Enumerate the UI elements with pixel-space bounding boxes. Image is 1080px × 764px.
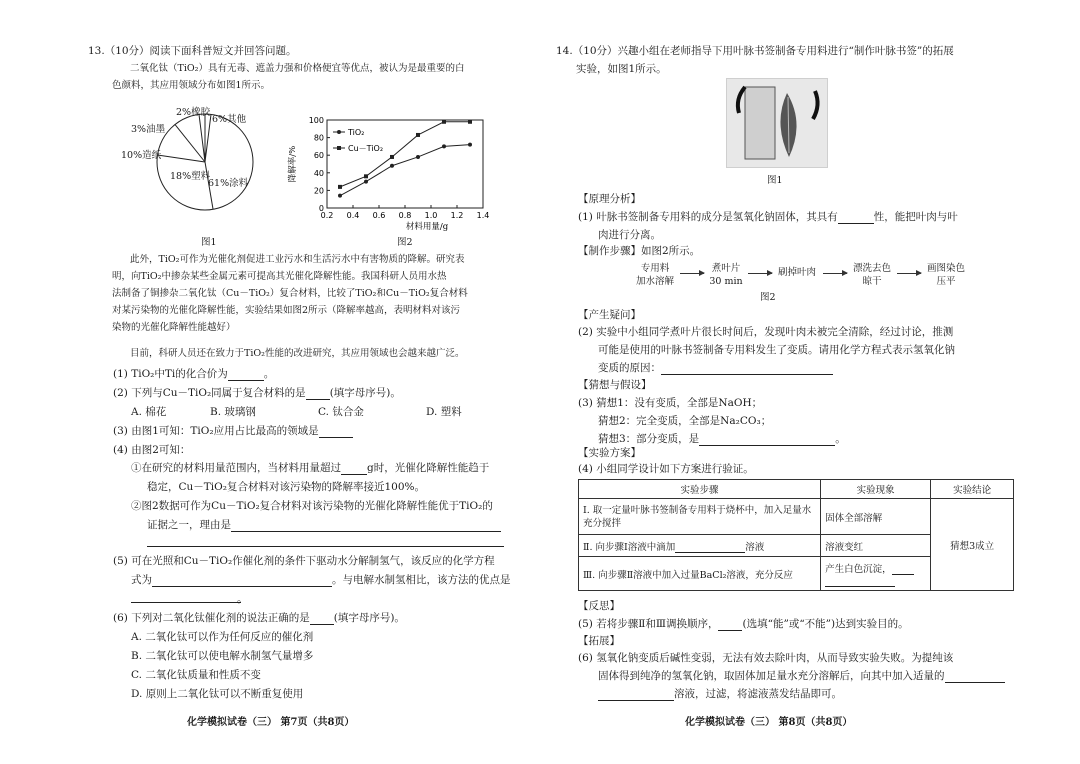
principle-heading: 【原理分析】 (578, 193, 641, 205)
y-tick-label: 20 (313, 186, 324, 196)
q13-para2a: 此外，TiO₂可作为光催化剂促进工业污水和生活污水中有害物质的降解。研究表 (130, 254, 465, 265)
q14-3-blank[interactable] (699, 434, 835, 446)
q14-2a: (2) 实验中小组同学煮叶片很长时间后，发现叶肉未被完全清除，经过讨论，推测 (578, 326, 954, 338)
q13-para2e: 染物的光催化降解性能越好） (112, 322, 236, 333)
plan-heading: 【实验方案】 (578, 447, 641, 459)
figure1-caption: 图1 (201, 237, 217, 248)
y-tick-label: 40 (313, 168, 324, 178)
pie-label-paint: 61%涂料 (208, 178, 249, 189)
q13-6-blank[interactable] (310, 613, 334, 625)
q13-4-2-blank-line2[interactable] (147, 546, 504, 547)
q13-5b: 式为 。与电解水制氢相比，该方法的优点是 (131, 574, 511, 586)
line-chart-figure2 (285, 112, 495, 234)
q13-6-option-c: C. 二氧化钛质量和性质不变 (131, 669, 261, 681)
q13-para2c: 法制备了铜掺杂二氧化钛（Cu－TiO₂）复合材料，比较了TiO₂和Cu－TiO₂复合材料 (112, 288, 468, 299)
q13-para1b: 色颜料，其应用领域分布如图1所示。 (112, 80, 271, 91)
q14-1a: (1) 叶脉书签制备专用料的成分是氢氧化钠固体，其具有 性，能把叶肉与叶 (578, 211, 958, 223)
q13-4-1a: ①在研究的材料用量范围内，当材料用量超过 g时，光催化降解性能趋于 (131, 462, 490, 474)
q13-para3: 目前，科研人员还在致力于TiO₂性能的改进研究，其应用领域也会越来越广泛。 (130, 348, 465, 359)
q13-6: (6) 下列对二氧化钛催化剂的说法正确的是 (填字母序号)。 (113, 612, 405, 624)
data-point (390, 164, 394, 168)
x-tick-label: 0.4 (346, 211, 360, 220)
table-row (579, 499, 1014, 535)
y-tick-label: 60 (313, 151, 324, 161)
flow-step-5-text: 画图染色 压平 (926, 263, 965, 287)
q14-heading-a: 14.（10分）兴趣小组在老师指导下用叶脉书签制备专用料进行“制作叶脉书签”的拓展 (556, 45, 954, 57)
q13-2-blank[interactable] (306, 388, 330, 400)
x-tick-label: 1.2 (450, 211, 464, 220)
q13-4-1-blank[interactable] (341, 463, 367, 475)
q14-6-blank-b[interactable] (598, 689, 674, 701)
q13-3: (3) 由图1可知：TiO₂应用占比最高的领域是 (113, 424, 353, 438)
left-footer: 化学模拟试卷（三） 第7页（共8页） (187, 717, 355, 728)
y-tick-label: 80 (313, 133, 324, 143)
pie-label-plastic: 18%塑料 (170, 171, 211, 182)
figure2-caption-right: 图2 (760, 292, 776, 303)
data-point (442, 120, 446, 124)
flow-step-3-text: 刷掉叶肉 (777, 267, 816, 278)
q13-6-option-a: A. 二氧化钛可以作为任何反应的催化剂 (131, 631, 314, 643)
q14-1-blank[interactable] (838, 212, 874, 224)
legend-marker (337, 130, 341, 134)
data-point (364, 174, 368, 178)
x-axis-label: 材料用量/g (405, 222, 449, 232)
question-heading: 【产生疑问】 (578, 309, 641, 321)
flow-arrow-2 (748, 273, 772, 274)
data-point (338, 194, 342, 198)
flow-step-2-text: 煮叶片 30 min (709, 263, 743, 287)
data-point (416, 133, 420, 137)
q14-6c: 溶液，过滤，将滤液蒸发结晶即可。 (598, 687, 842, 701)
flow-arrow-3 (823, 273, 847, 274)
q13-2: (2) 下列与Cu－TiO₂同属于复合材料的是 (填字母序号)。 (113, 387, 401, 399)
q13-2-option-c: C. 钛合金 (318, 406, 364, 418)
data-point (468, 120, 472, 124)
flow-step-1 (632, 262, 678, 288)
bookmark-illustration (727, 79, 827, 167)
q13-3-blank[interactable] (319, 426, 353, 438)
q14-2b: 可能是使用的叶脉书签制备专用料发生了变质。请用化学方程式表示氢氧化钠 (598, 344, 955, 356)
q14-2-blank[interactable] (661, 363, 833, 375)
pie-label-ink: 3%油墨 (131, 124, 166, 135)
q14-5-blank[interactable] (718, 619, 742, 631)
hypothesis-1: (3) 猜想1：没有变质，全部是NaOH； (578, 397, 763, 409)
y-axis-label: 降解率/% (288, 145, 298, 183)
q13-4-2a: ②图2数据可作为Cu－TiO₂复合材料对该污染物的光催化降解性能优于TiO₂的 (131, 500, 493, 512)
flow-step-4 (849, 262, 895, 288)
flow-step-1-text: 专用料 加水溶解 (635, 263, 674, 287)
q13-4-2b: 证据之一，理由是 (147, 518, 501, 532)
q14-1c: 肉进行分离。 (598, 229, 661, 241)
q13-heading: 13.（10分）阅读下面科普短文并回答问题。 (88, 45, 297, 57)
data-point (442, 144, 446, 148)
x-tick-label: 0.2 (320, 211, 334, 220)
y-tick-label: 0 (318, 204, 324, 213)
q13-5a: (5) 可在光照和Cu－TiO₂作催化剂的条件下驱动水分解制氢气，该反应的化学方程 (113, 555, 495, 567)
hypothesis-2: 猜想2：完全变质，全部是Na₂CO₃； (598, 415, 772, 427)
data-point (468, 143, 472, 147)
bookmark-photo (726, 78, 828, 168)
q14-5: (5) 若将步骤Ⅱ和Ⅲ调换顺序， (选填“能”或“不能”)达到实验目的。 (578, 618, 909, 630)
step-3-phenomenon: 产生白色沉淀， (821, 557, 931, 591)
flow-arrow-4 (897, 273, 921, 274)
step-2-cell: Ⅱ. 向步骤Ⅰ溶液中滴加 溶液 (579, 535, 821, 557)
step-1-cell: Ⅰ. 取一定量叶脉书签制备专用料于烧杯中，加入足量水充分搅拌 (579, 499, 821, 535)
q13-para2b: 明，向TiO₂中掺杂某些金属元素可提高其光催化降解性能。我国科研人员用水热 (112, 271, 447, 282)
data-point (364, 180, 368, 184)
q14-4: (4) 小组同学设计如下方案进行验证。 (578, 463, 754, 475)
flow-step-5 (923, 262, 969, 288)
x-tick-label: 0.8 (398, 211, 412, 220)
q13-1: (1) TiO₂中Ti的化合价为 。 (113, 368, 275, 380)
th-phenomenon: 实验现象 (821, 480, 931, 499)
hypothesis-heading: 【猜想与假设】 (578, 379, 652, 391)
legend-label: TiO₂ (348, 128, 365, 137)
q14-6b: 固体得到纯净的氢氧化钠，取固体加足量水充分溶解后，向其中加入适量的 (598, 669, 1005, 683)
x-tick-label: 0.6 (372, 211, 386, 220)
hypothesis-3: 猜想3：部分变质，是 。 (598, 433, 846, 445)
q13-1-blank[interactable] (228, 369, 264, 381)
flow-step-2 (706, 262, 746, 288)
y-tick-label: 100 (308, 116, 324, 125)
data-point (338, 185, 342, 189)
q13-5-equation-blank[interactable] (152, 575, 332, 587)
steps-heading: 【制作步骤】如图2所示。 (578, 245, 701, 257)
q13-5-period: 。 (237, 593, 248, 605)
pie-label-paper: 10%造纸 (121, 150, 162, 161)
figure1-caption-right: 图1 (767, 175, 783, 186)
step-3-cell: Ⅲ. 向步骤Ⅱ溶液中加入过量BaCl₂溶液，充分反应 (579, 557, 821, 591)
conclusion-cell: 猜想3成立 (931, 499, 1014, 591)
q13-4-1c: 稳定，Cu－TiO₂复合材料对该污染物的降解率接近100%。 (147, 481, 425, 493)
extension-heading: 【拓展】 (578, 635, 620, 647)
step-2-blank[interactable] (675, 541, 745, 553)
q14-2c: 变质的原因： (598, 361, 833, 375)
q13-2-option-b: B. 玻璃钢 (210, 406, 256, 418)
q13-2-option-a: A. 棉花 (131, 406, 167, 418)
th-steps: 实验步骤 (579, 480, 821, 499)
legend-label: Cu－TiO₂ (348, 144, 384, 153)
experiment-table (578, 479, 1014, 591)
step-3-blank-b[interactable] (825, 575, 895, 587)
reflection-heading: 【反思】 (578, 600, 620, 612)
th-conclusion: 实验结论 (931, 480, 1014, 499)
flow-step-4-text: 漂洗去色 晾干 (852, 263, 891, 287)
data-point (390, 155, 394, 159)
legend-marker (337, 146, 341, 150)
q13-5-advantage-blank[interactable] (131, 602, 241, 603)
q14-heading-b: 实验，如图1所示。 (576, 63, 667, 75)
q14-6a: (6) 氢氧化钠变质后碱性变弱，无法有效去除叶肉，从而导致实验失败。为提纯该 (578, 652, 954, 664)
step-2-phenomenon: 溶液变红 (821, 535, 931, 557)
table-header-row (579, 480, 1014, 499)
flow-arrow-1 (680, 273, 704, 274)
q13-4-2-blank[interactable] (231, 520, 501, 532)
pie-label-rubber: 2%橡胶 (176, 107, 211, 118)
step-3-blank-a[interactable] (892, 563, 914, 575)
q13-6-option-d: D. 原则上二氧化钛可以不断重复使用 (131, 688, 304, 700)
data-point (416, 155, 420, 159)
x-tick-label: 1.0 (424, 211, 438, 220)
figure2-caption: 图2 (397, 237, 413, 248)
q13-para1a: 二氧化钛（TiO₂）具有无毒、遮盖力强和价格便宜等优点，被认为是最重要的白 (130, 63, 465, 74)
q13-2-option-d: D. 塑料 (426, 406, 462, 418)
flow-step-3 (774, 266, 820, 279)
q13-4: (4) 由图2可知： (113, 444, 191, 456)
step-1-phenomenon: 固体全部溶解 (821, 499, 931, 535)
pie-label-other: 6%其他 (212, 114, 247, 125)
q14-6-blank-a[interactable] (945, 671, 1005, 683)
right-footer: 化学模拟试卷（三） 第8页（共8页） (685, 717, 853, 728)
x-tick-label: 1.4 (476, 211, 490, 220)
q13-6-option-b: B. 二氧化钛可以使电解水制氢气量增多 (131, 650, 314, 662)
q13-para2d: 对某污染物的光催化降解性能，实验结果如图2所示（降解率越高，表明材料对该污 (112, 305, 461, 316)
right-page (540, 0, 1080, 764)
